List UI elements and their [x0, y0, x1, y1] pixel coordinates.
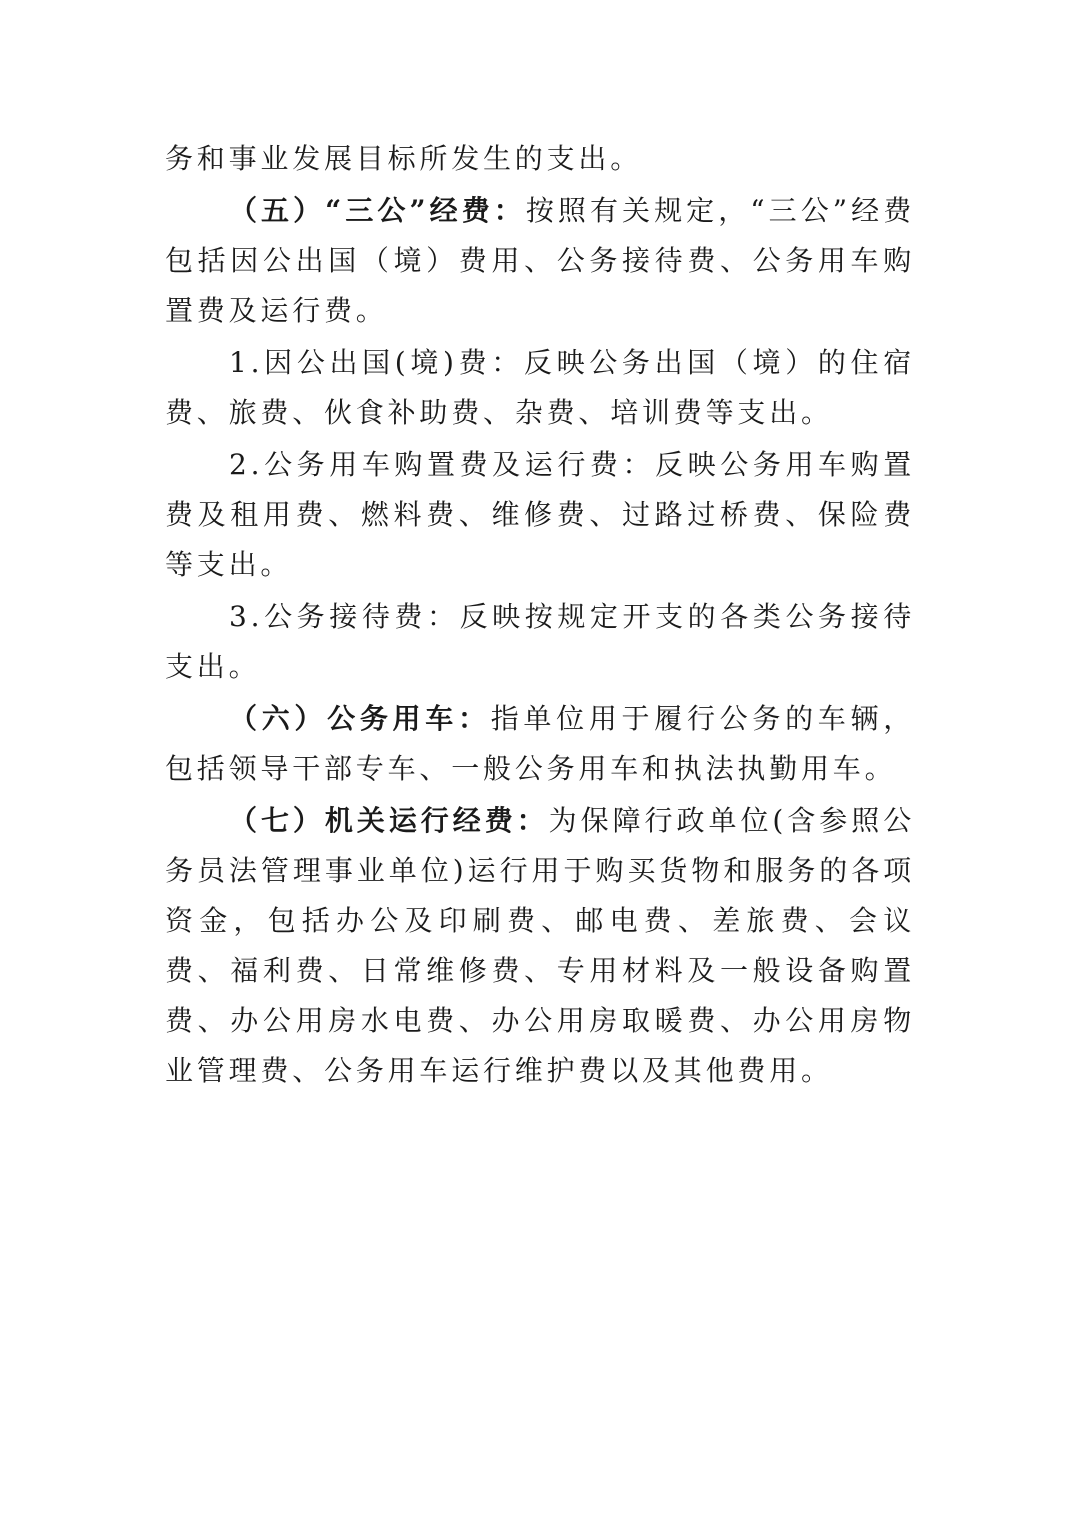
paragraph-text: 按照有关规定，“三公”经费包括因公出国（境）费用、公务接待费、公务用车购置费及运行费。 — [165, 194, 915, 327]
paragraph-continuation — [165, 134, 915, 184]
section-heading-five: （五）“三公”经费： — [229, 194, 526, 227]
paragraph-text: 2.公务用车购置费及运行费：反映公务用车购置费及租用费、燃料费、维修费、过路过桥费、保险费等支出。 — [165, 448, 915, 581]
section-heading-six: （六）公务用车： — [229, 702, 491, 735]
document-body — [165, 134, 915, 1096]
paragraph-san-gong-funds — [165, 186, 915, 336]
paragraph-item-3 — [165, 592, 915, 692]
paragraph-operating-funds — [165, 796, 915, 1096]
paragraph-text: 指单位用于履行公务的车辆，包括领导干部专车、一般公务用车和执法执勤用车。 — [165, 702, 916, 785]
paragraph-official-vehicles — [165, 694, 915, 794]
section-heading-seven: （七）机关运行经费： — [229, 804, 549, 837]
paragraph-text: 3.公务接待费：反映按规定开支的各类公务接待支出。 — [165, 600, 915, 683]
paragraph-item-1 — [165, 338, 915, 438]
paragraph-item-2 — [165, 440, 915, 590]
paragraph-text: 1.因公出国(境)费：反映公务出国（境）的住宿费、旅费、伙食补助费、杂费、培训费等支出。 — [165, 346, 915, 429]
paragraph-text: 务和事业发展目标所发生的支出。 — [165, 142, 643, 175]
paragraph-text: 为保障行政单位(含参照公务员法管理事业单位)运行用于购买货物和服务的各项资金，包括办公及印刷费、邮电费、差旅费、会议费、福利费、日常维修费、专用材料及一般设备购置费、办公用房水电费、办公用房取暖费、办公用房物业管理费、公务用车运行维护费以及其他费用。 — [165, 804, 915, 1087]
